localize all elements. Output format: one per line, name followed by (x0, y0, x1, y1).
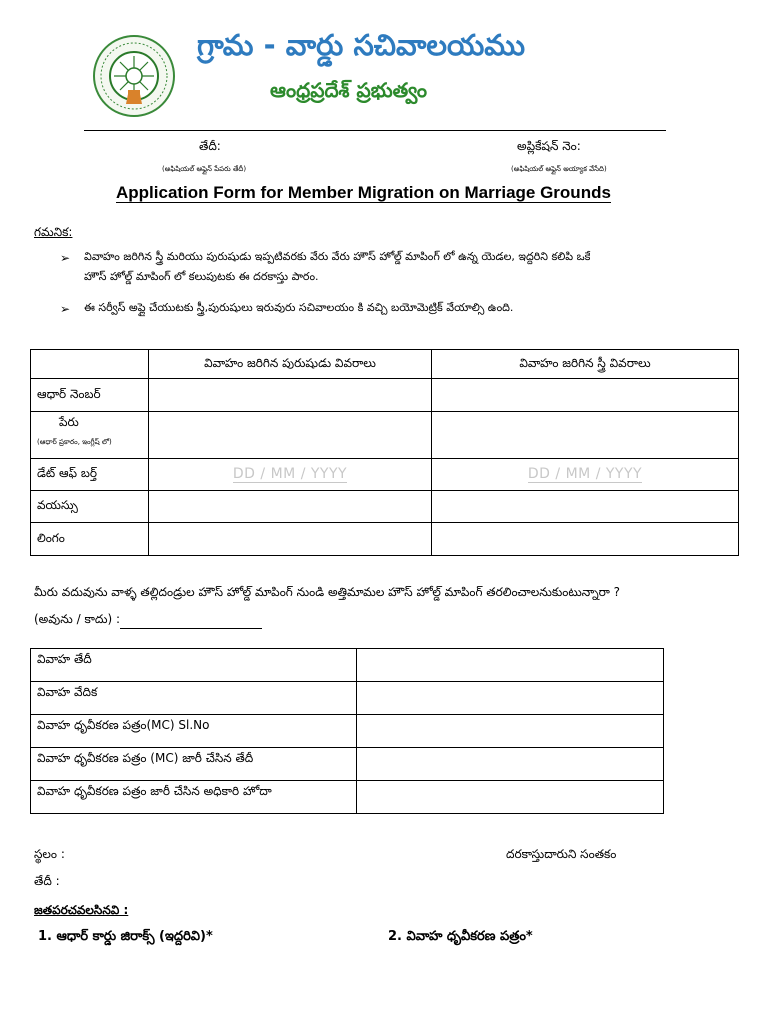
header-divider (84, 130, 666, 131)
details-table (30, 349, 739, 556)
marriage-venue-label: వివాహ వేదిక (31, 682, 357, 715)
male-name-field[interactable] (149, 412, 432, 459)
name-label: పేరు (59, 415, 79, 429)
migration-question: మీరు వదువును వాళ్ళ తల్లిదండ్రుల హౌస్ హోల్డ్ మాపింగ్ నుండి అత్తిమామల హౌస్ హోల్డ్ మాపింగ్ తరలించాలనుకుంటున్నారా ? (34, 585, 621, 599)
notes-heading: గమనిక: (34, 225, 73, 239)
migration-answer-label: (అవును / కాదు) : (34, 612, 121, 626)
mc-slno-field[interactable] (357, 715, 664, 748)
mc-issue-date-label: వివాహ ధృవీకరణ పత్రం (MC) జారీ చేసిన తేదీ (31, 748, 357, 781)
date-label: తేదీ: (199, 139, 221, 153)
state-emblem-icon (92, 34, 176, 118)
male-gender-field[interactable] (149, 523, 432, 556)
table-row (31, 412, 739, 459)
female-dob-placeholder: DD / MM / YYYY (527, 466, 643, 482)
female-age-field[interactable] (432, 491, 739, 523)
table-row (31, 459, 739, 491)
note-item-1-line-2: హౌస్ హోల్డ్ మాపింగ్ లో కలుపుటకు ఈ దరకాస్తు పారం. (84, 270, 319, 283)
male-age-field[interactable] (149, 491, 432, 523)
female-dob-field[interactable] (432, 459, 739, 491)
footer-date-label: తేదీ : (34, 874, 60, 888)
migration-answer-field[interactable] (120, 615, 262, 629)
table-row (31, 682, 664, 715)
male-details-header: వివాహం జరిగిన పురుషుడు వివరాలు (149, 350, 432, 379)
marriage-date-field[interactable] (357, 649, 664, 682)
application-no-note: (అఫిషియల్ ఆఫ్లైన్ అయ్యాక వేసేది) (511, 165, 607, 173)
note-item-2: ఈ సర్వీస్ అప్లై చేయుటకు స్త్రీ,పురుషులు ఇరువురు సచివాలయం కి వచ్చి బయోమెట్రిక్ వేయాల్సి ఉంది. (84, 301, 514, 314)
date-note: (అఫిషియల్ ఆఫ్లైన్ పేపరు తేదీ) (162, 165, 247, 173)
mc-issuer-field[interactable] (357, 781, 664, 814)
age-label: వయస్సు (31, 491, 149, 523)
female-name-field[interactable] (432, 412, 739, 459)
table-header-row (31, 350, 739, 379)
note-item-1-line-1: వివాహం జరిగిన స్త్రీ మరియు పురుషుడు ఇప్పటివరకు వేరు వేరు హౌస్ హోల్డ్ మాపింగ్ లో ఉన్న యెడల, ఇద్దరిని కలిపి ఒకే (84, 250, 591, 263)
male-aadhaar-field[interactable] (149, 379, 432, 412)
dob-label: డేట్ ఆఫ్ బర్త్ (31, 459, 149, 491)
male-dob-placeholder: DD / MM / YYYY (232, 466, 348, 482)
table-row (31, 715, 664, 748)
table-row (31, 491, 739, 523)
table-row (31, 781, 664, 814)
gender-label: లింగం (31, 523, 149, 556)
header-title: గ్రామ - వార్డు సచివాలయము (197, 28, 525, 62)
name-label-cell (31, 412, 149, 459)
application-no-label: అప్లికేషన్ నెం: (517, 139, 581, 153)
arrow-bullet-icon: ➢ (60, 302, 71, 316)
header-subtitle: ఆంధ్రప్రదేశ్ ప్రభుత్వం (270, 78, 427, 102)
signature-label: దరకాస్తుదారుని సంతకం (506, 847, 617, 861)
marriage-date-label: వివాహ తేదీ (31, 649, 357, 682)
female-gender-field[interactable] (432, 523, 739, 556)
arrow-bullet-icon: ➢ (60, 251, 71, 265)
place-label: స్థలం : (34, 847, 65, 861)
migration-answer (34, 612, 262, 629)
table-row (31, 379, 739, 412)
document-item-1: 1. ఆధార్ కార్డు జిరాక్స్ (ఇద్దరివి)* (38, 929, 213, 944)
marriage-table (30, 648, 664, 814)
mc-slno-label: వివాహ ధృవీకరణ పత్రం(MC) Sl.No (31, 715, 357, 748)
table-row (31, 523, 739, 556)
female-aadhaar-field[interactable] (432, 379, 739, 412)
form-title: Application Form for Member Migration on Marriage Grounds (116, 183, 611, 202)
mc-issuer-label: వివాహ ధృవీకరణ పత్రం జారీ చేసిన అధికారి హోదా (31, 781, 357, 814)
note-item-1 (84, 247, 590, 287)
documents-heading: జతపరచవలసినవి : (34, 903, 129, 917)
document-item-2: 2. వివాహ ధృవీకరణ పత్రం* (388, 929, 533, 944)
table-corner-cell (31, 350, 149, 379)
table-row (31, 649, 664, 682)
male-dob-field[interactable] (149, 459, 432, 491)
aadhaar-label: ఆధార్ నెంబర్ (31, 379, 149, 412)
female-details-header: వివాహం జరిగిన స్త్రీ వివరాలు (432, 350, 739, 379)
table-row (31, 748, 664, 781)
mc-issue-date-field[interactable] (357, 748, 664, 781)
name-note: (ఆధార్ ప్రకారం, ఇంగ్లీష్ లో) (37, 438, 112, 446)
marriage-venue-field[interactable] (357, 682, 664, 715)
